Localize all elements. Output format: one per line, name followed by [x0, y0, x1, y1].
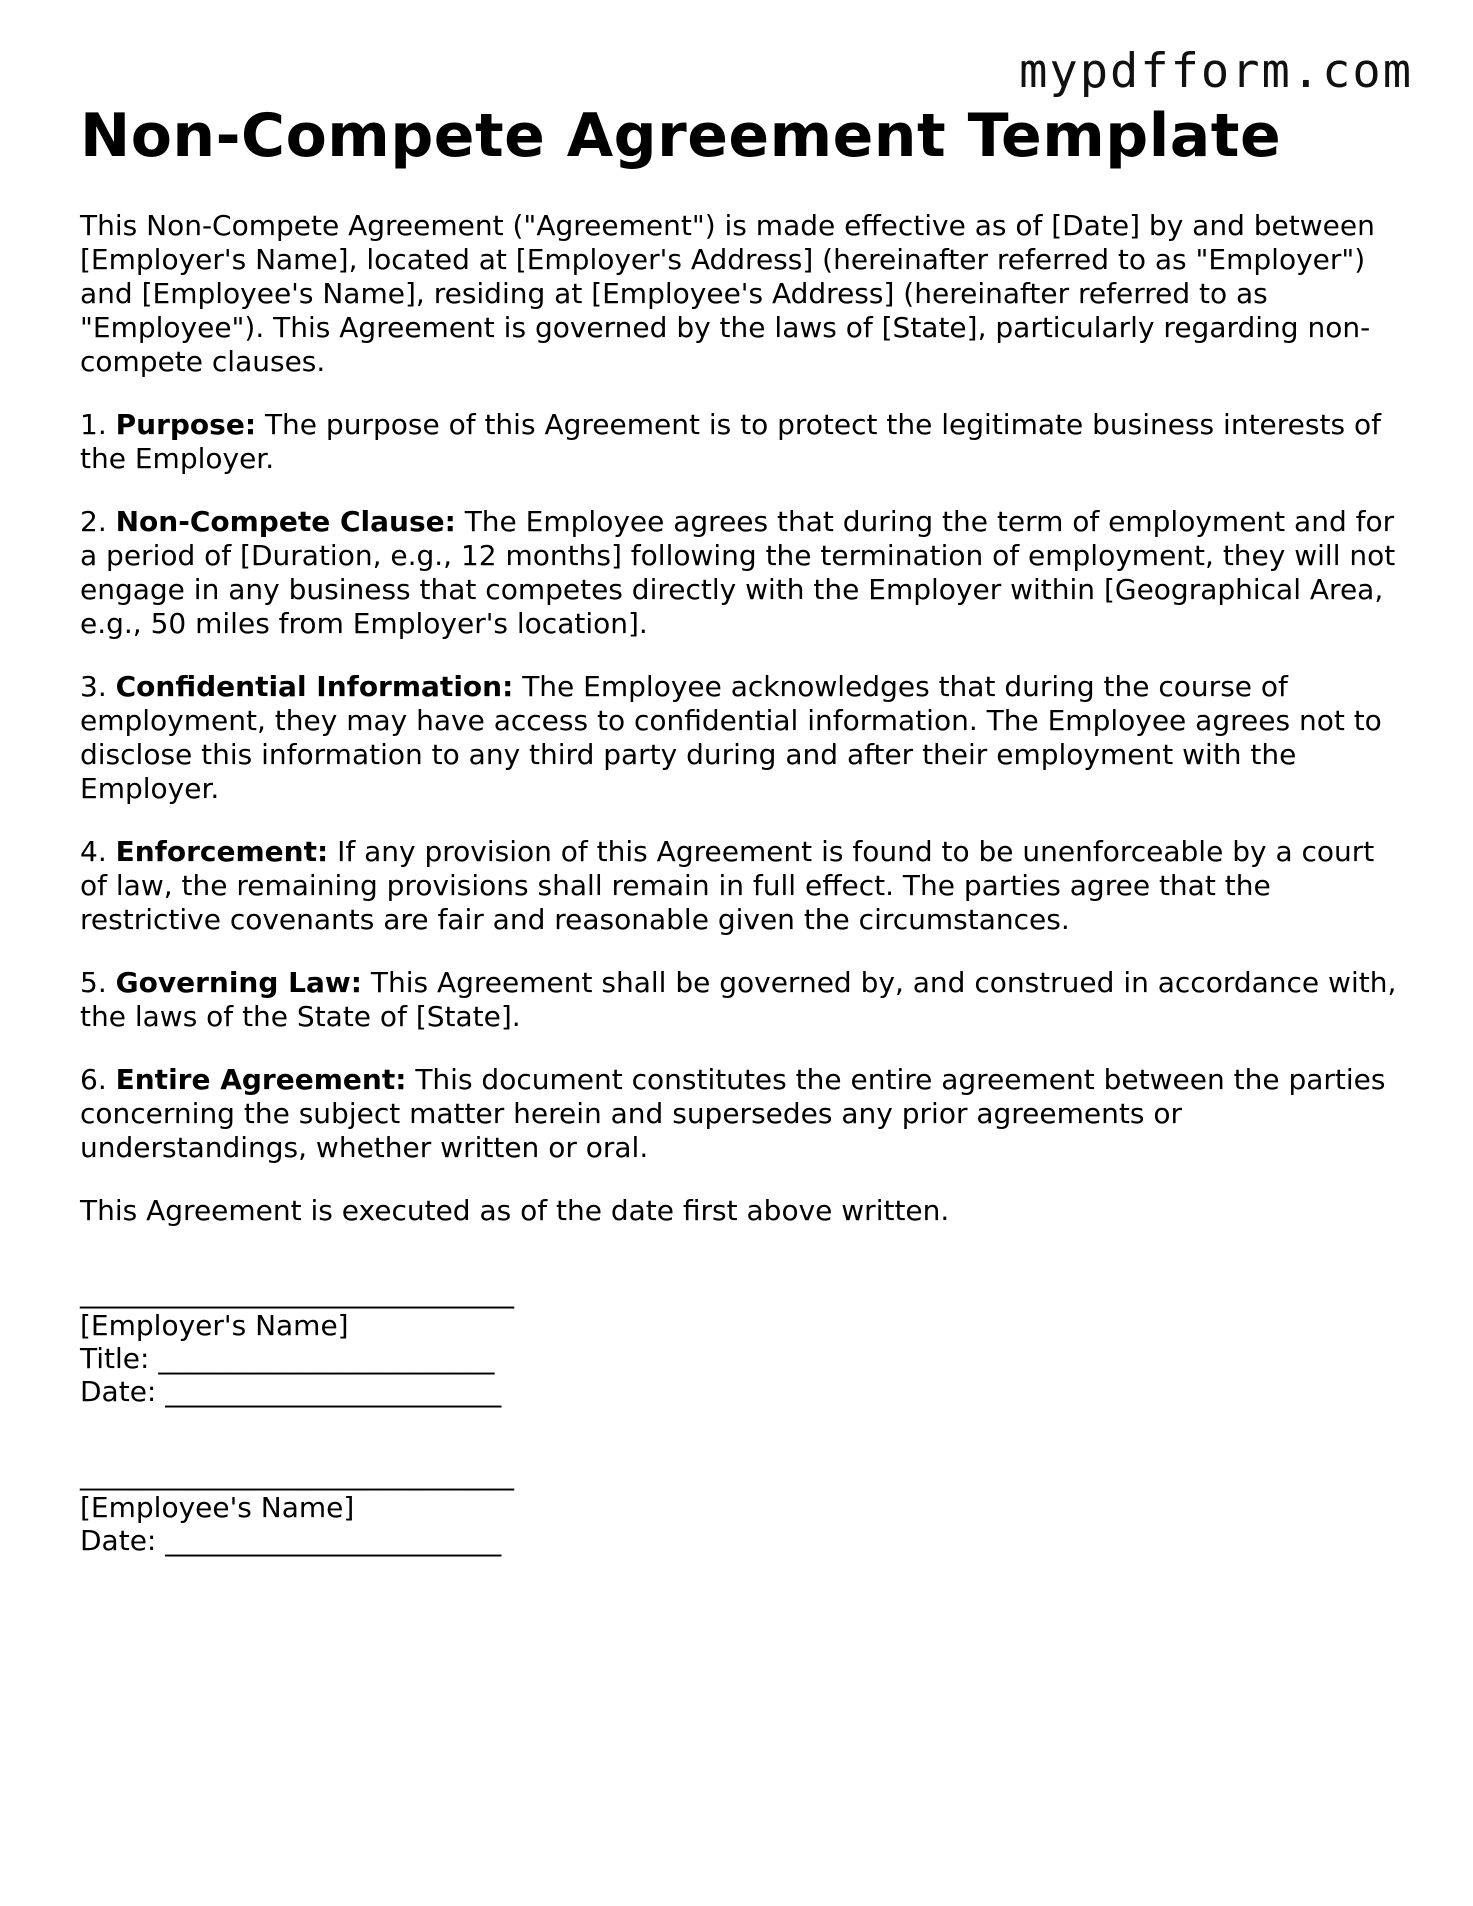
employee-date-field[interactable]: Date: ________________________ [80, 1524, 502, 1557]
clause-text: If any provision of this Agreement is found to be unenforceable by a court of law, the remaining provisions shall remain in full effect. The parties agree that the restrictive covenants are fair and reasonable given the circumstances. [80, 835, 1375, 936]
document [80, 100, 1400, 1557]
clause-text: This document constitutes the entire agreement between the parties concerning the subject matter herein and supersedes any prior agreements or understandings, whether written or oral. [80, 1063, 1386, 1164]
employer-title-field[interactable]: Title: ________________________ [80, 1342, 495, 1375]
closing-statement: This Agreement is executed as of the date first above written. [80, 1194, 950, 1227]
clause-purpose [80, 408, 1400, 476]
clause-heading: Enforcement: [115, 835, 329, 868]
clause-number: 6. [80, 1063, 107, 1096]
page-title: Non-Compete Agreement Template [80, 101, 1282, 171]
clause-text: The Employee agrees that during the term of employment and for a period of [Duration, e.g., 12 months] following the termination of employment, they will not engage in any business that competes directly with the Employer within [Geographical Area, e.g., 50 miles from Employer's location]. [80, 505, 1396, 640]
clause-text: This Agreement shall be governed by, and construed in accordance with, the laws of the State of [State]. [80, 966, 1397, 1033]
clause-number: 5. [80, 966, 107, 999]
clause-non-compete [80, 505, 1400, 641]
clause-text: The purpose of this Agreement is to protect the legitimate business interests of the Employer. [80, 408, 1381, 475]
clause-number: 2. [80, 505, 107, 538]
clause-heading: Entire Agreement: [115, 1063, 407, 1096]
clause-confidential-information [80, 670, 1400, 806]
employer-date-field[interactable]: Date: ________________________ [80, 1375, 502, 1408]
employer-signature-block [80, 1276, 1400, 1408]
clause-number: 3. [80, 670, 107, 703]
clause-text: The Employee acknowledges that during the course of employment, they may have access to confidential information. The Employee agrees not to disclose this information to any third party during and after their employment with the Employer. [80, 670, 1382, 805]
employee-signature-line[interactable]: _______________________________ [80, 1458, 514, 1491]
clause-enforcement [80, 835, 1400, 937]
watermark: mypdfform.com [1019, 44, 1413, 99]
clause-number: 1. [80, 408, 107, 441]
clause-entire-agreement [80, 1063, 1400, 1165]
clause-heading: Governing Law: [115, 966, 362, 999]
clause-heading: Non-Compete Clause: [115, 505, 456, 538]
employee-name-label: [Employee's Name] [80, 1491, 355, 1524]
intro-paragraph: This Non-Compete Agreement ("Agreement") is made effective as of [Date] by and between [Employer's Name], located at [Employer's Address] (hereinafter referred to as "Employer") and [Employee's Name], residing at [Employee's Address] (hereinafter referred to as "Employee"). This Agreement is governed by the laws of [State], particularly regarding non-compete clauses. [80, 209, 1375, 378]
employee-signature-block [80, 1458, 1400, 1557]
clause-governing-law [80, 966, 1400, 1034]
clause-number: 4. [80, 835, 107, 868]
clause-heading: Purpose: [115, 408, 257, 441]
clause-heading: Confidential Information: [115, 670, 514, 703]
employer-name-label: [Employer's Name] [80, 1309, 349, 1342]
employer-signature-line[interactable]: _______________________________ [80, 1276, 514, 1309]
